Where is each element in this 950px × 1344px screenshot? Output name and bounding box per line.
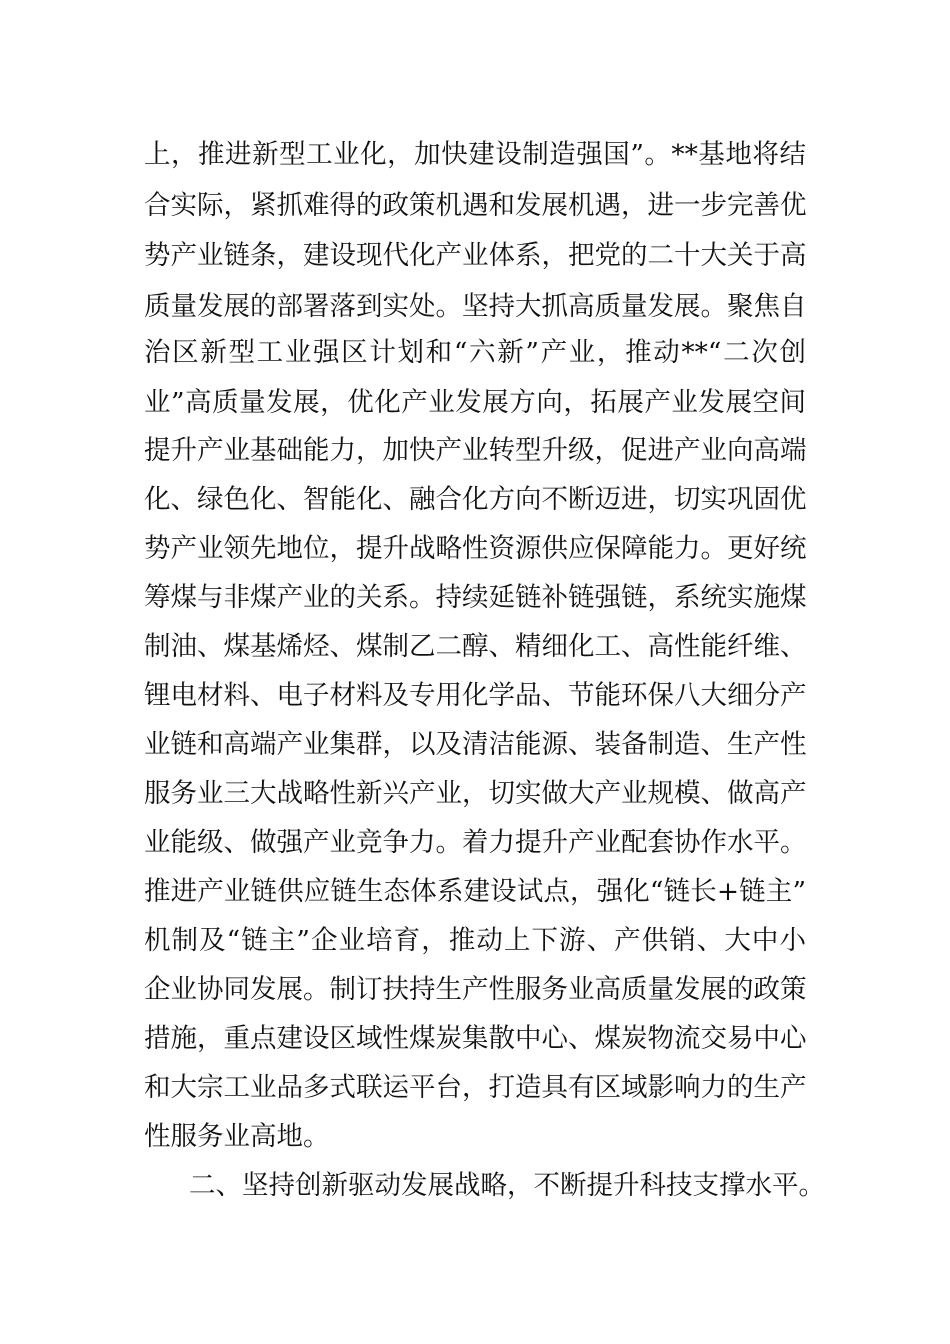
paragraph-line: 上，推进新型工业化，加快建设制造强国”。**基地将结: [144, 139, 806, 170]
paragraph-line: 制油、煤基烯烃、煤制乙二醇、精细化工、高性能纤维、: [144, 631, 807, 662]
paragraph-line: 锂电材料、电子材料及专用化学品、节能环保八大细分产: [144, 680, 807, 711]
paragraph-line: 提升产业基础能力，加快产业转型升级，促进产业向高端: [144, 435, 807, 466]
paragraph-line: 业”高质量发展，优化产业发展方向，拓展产业发展空间: [144, 387, 806, 418]
paragraph-line: 势产业领先地位，提升战略性资源供应保障能力。更好统: [144, 533, 807, 564]
paragraph-line: 推进产业链供应链生态体系建设试点，强化“链长+链主”: [144, 876, 806, 907]
paragraph-line: 措施，重点建设区域性煤炭集散中心、煤炭物流交易中心: [144, 1023, 807, 1054]
paragraph-line: 业链和高端产业集群，以及清洁能源、装备制造、生产性: [144, 729, 807, 760]
paragraph-line: 和大宗工业品多式联运平台，打造具有区域影响力的生产: [144, 1072, 807, 1103]
paragraph-line: 筹煤与非煤产业的关系。持续延链补链强链，系统实施煤: [144, 582, 807, 613]
paragraph-line: 企业协同发展。制订扶持生产性服务业高质量发展的政策: [144, 974, 807, 1005]
paragraph-line: 业能级、做强产业竞争力。着力提升产业配套协作水平。: [144, 827, 807, 858]
section-heading: 二、坚持创新驱动发展战略，不断提升科技支撑水平。: [189, 1170, 825, 1201]
paragraph-line: 服务业三大战略性新兴产业，切实做大产业规模、做高产: [144, 778, 807, 809]
paragraph-line: 治区新型工业强区计划和“六新”产业，推动**“二次创: [144, 337, 806, 368]
paragraph-line: 势产业链条，建设现代化产业体系，把党的二十大关于高: [144, 240, 807, 271]
paragraph-line: 机制及“链主”企业培育，推动上下游、产供销、大中小: [144, 925, 806, 956]
paragraph-line: 质量发展的部署落到实处。坚持大抓高质量发展。聚焦自: [144, 291, 807, 322]
paragraph-line: 合实际，紧抓难得的政策机遇和发展机遇，进一步完善优: [144, 190, 807, 221]
paragraph-line: 化、绿色化、智能化、融合化方向不断迈进，切实巩固优: [144, 484, 807, 515]
paragraph-line: 性服务业高地。: [144, 1121, 330, 1152]
